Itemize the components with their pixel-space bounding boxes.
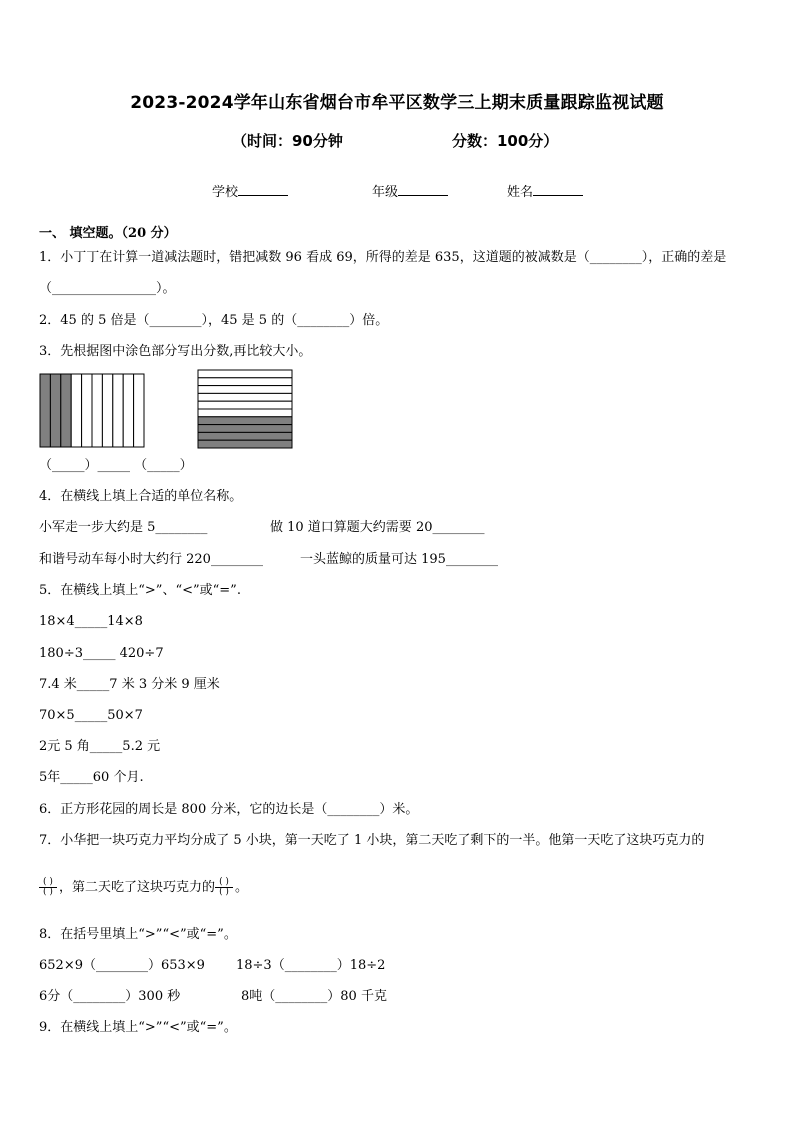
exam-time: （时间：90分钟 [232, 132, 343, 150]
q8-item: 652×9（________）653×9 [39, 958, 205, 973]
q4-item-c: 和谐号动车每小时大约行 220________ [39, 552, 263, 567]
q4-text: 4．在横线上填上合适的单位名称。 [39, 489, 243, 504]
grade-field [372, 181, 448, 200]
q5-item: 2元 5 角_____5.2 元 [39, 739, 161, 754]
q3-answer: （_____）_____ （_____） [39, 458, 193, 473]
blank-strip [198, 370, 292, 378]
shaded-strip [198, 440, 292, 448]
q5-text: 5．在横线上填上“>”、“<”或“=”. [39, 583, 241, 598]
blank-strip [198, 378, 292, 386]
school-label: 学校 [212, 185, 239, 200]
shaded-strip [198, 432, 292, 440]
q1-line1: 1．小丁丁在计算一道减法题时，错把减数 96 看成 69，所得的差是 635，这道题的被减数是（________），正确的差是 [39, 250, 727, 265]
blank-strip [198, 386, 292, 394]
q7-line2: $\frac{( )}{( )}$ ，第二天吃了这块巧克力的 $\frac{( )}{( )}$ 。 [39, 878, 248, 897]
figure-horizontal-strips [197, 369, 293, 449]
blank-strip [198, 393, 292, 401]
q7-line1: 7．小华把一块巧克力平均分成了 5 小块，第一天吃了 1 小块，第二天吃了剩下的一半。他第一天吃了这块巧克力的 [39, 833, 705, 848]
shaded-strip [198, 417, 292, 425]
school-field [212, 181, 288, 200]
shaded-strip [50, 374, 60, 447]
q2-text: 2．45 的 5 倍是（________），45 是 5 的（________）倍。 [39, 313, 389, 328]
name-blank [533, 183, 583, 196]
shaded-strip [40, 374, 50, 447]
grade-label: 年级 [372, 185, 399, 200]
q5-item: 7.4 米_____7 米 3 分米 9 厘米 [39, 677, 220, 692]
section-heading: 一、 填空题。（20 分） [39, 226, 177, 241]
q8-item: 18÷3（________）18÷2 [236, 958, 386, 973]
name-label: 姓名 [507, 185, 534, 200]
name-field [507, 181, 583, 200]
figure-vertical-strips [39, 373, 145, 448]
q6-text: 6．正方形花园的周长是 800 分米，它的边长是（________）米。 [39, 802, 419, 817]
blank-strip [134, 374, 144, 447]
page-title: 2023-2024学年山东省烟台市牟平区数学三上期末质量跟踪监视试题 [130, 93, 664, 113]
blank-strip [123, 374, 133, 447]
q5-item: 70×5_____50×7 [39, 708, 143, 723]
grade-blank [398, 183, 448, 196]
exam-score: 分数：100分） [452, 132, 559, 150]
blank-strip [71, 374, 81, 447]
q8-item: 8吨（________）80 千克 [241, 989, 387, 1004]
blank-strip [82, 374, 92, 447]
q5-item: 180÷3_____ 420÷7 [39, 646, 164, 661]
q3-text: 3．先根据图中涂色部分写出分数,再比较大小。 [39, 344, 312, 359]
shaded-strip [198, 425, 292, 433]
blank-strip [102, 374, 112, 447]
q4-item-d: 一头蓝鲸的质量可达 195________ [300, 552, 498, 567]
q9-text: 9．在横线上填上“>”“<”或“=”。 [39, 1020, 237, 1035]
school-blank [238, 183, 288, 196]
q8-text: 8．在括号里填上“>”“<”或“=”。 [39, 927, 237, 942]
blank-strip [92, 374, 102, 447]
blank-strip [198, 409, 292, 417]
q5-item: 5年_____60 个月. [39, 770, 144, 785]
q4-item-b: 做 10 道口算题大约需要 20________ [270, 520, 485, 535]
fraction-blank: $\frac{( )}{( )}$ [215, 878, 233, 897]
fraction-blank: $\frac{( )}{( )}$ [39, 878, 57, 897]
blank-strip [113, 374, 123, 447]
q5-item: 18×4_____14×8 [39, 614, 143, 629]
shaded-strip [61, 374, 71, 447]
q4-item-a: 小军走一步大约是 5________ [39, 520, 208, 535]
q8-item: 6分（________）300 秒 [39, 989, 181, 1004]
blank-strip [198, 401, 292, 409]
q1-line2: （________________）。 [39, 281, 176, 296]
